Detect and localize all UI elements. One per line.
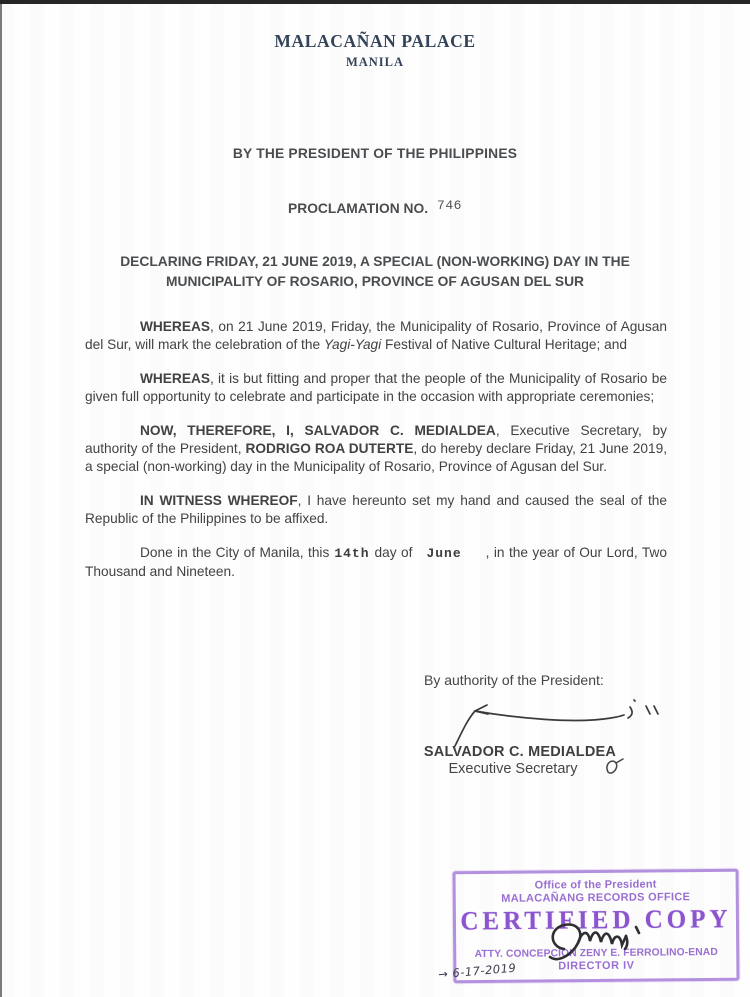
stamp-attorney-name: ATTY. CONCEPCION ZENY E. FERROLINO-ENAD	[474, 946, 718, 961]
whereas-1-keyword: WHEREAS	[140, 319, 210, 334]
document-body	[85, 318, 667, 597]
signatory-title: Executive Secretary	[448, 761, 578, 777]
proclamation-label: PROCLAMATION NO.	[288, 201, 429, 216]
president-name: RODRIGO ROA DUTERTE	[245, 441, 414, 456]
paragraph-whereas-1	[85, 318, 667, 354]
festival-name: Yagi-Yagi	[323, 337, 382, 352]
whereas-1-tail: Festival of Native Cultural Heritage; and	[381, 337, 627, 352]
stamp-director-title: DIRECTOR IV	[558, 959, 635, 973]
done-text-2: day of	[374, 545, 413, 560]
witness-text: , I have hereunto set my hand and caused the seal of the Republic of the Philippines to be affixed.	[85, 493, 667, 526]
paragraph-now-therefore	[85, 422, 667, 476]
letterhead-palace: MALACAÑAN PALACE	[274, 31, 476, 51]
signatory-name: SALVADOR C. MEDIALDEA	[423, 744, 617, 760]
letterhead-city: MANILA	[345, 55, 405, 69]
witness-keyword: IN WITNESS WHEREOF	[140, 493, 298, 508]
typed-day-value: 14th	[334, 546, 370, 561]
paragraph-witness	[85, 492, 667, 528]
stamp-office-line: Office of the President	[534, 878, 657, 892]
authority-heading: BY THE PRESIDENT OF THE PHILIPPINES	[232, 146, 518, 161]
document-title-line2: MUNICIPALITY OF ROSARIO, PROVINCE OF AGUSAN DEL SUR	[165, 273, 585, 289]
now-therefore-keyword: NOW, THEREFORE, I, SALVADOR C. MEDIALDEA	[140, 423, 496, 438]
whereas-1-text: , on 21 June 2019, Friday, the Municipality of Rosario, Province of Agusan del Sur, will mark the celebration of the	[85, 319, 667, 352]
stamp-records-office-line: MALACAÑANG RECORDS OFFICE	[501, 891, 691, 905]
whereas-2-text: , it is but fitting and proper that the people of the Municipality of Rosario be given full opportunity to celebrate and participate in the occasion with appropriate ceremonies;	[85, 371, 667, 404]
now-therefore-tail: , do hereby declare Friday, 21 June 2019, a special (non-working) day in the Municipality of Rosario, Province of Agusan del Sur.	[85, 441, 668, 474]
paragraph-done	[85, 544, 667, 581]
document-title-line1: DECLARING FRIDAY, 21 JUNE 2019, A SPECIAL (NON-WORKING) DAY IN THE	[120, 254, 630, 269]
scan-edge-top	[0, 0, 750, 4]
stamp-signature-scrawl	[534, 917, 654, 969]
paragraph-whereas-2	[85, 370, 667, 406]
whereas-2-keyword: WHEREAS	[140, 371, 210, 386]
handwritten-date: → 6-17-2019	[437, 960, 517, 982]
pen-mark	[600, 756, 626, 780]
proclamation-heading	[0, 198, 750, 217]
done-text: Done in the City of Manila, this	[140, 545, 330, 560]
now-therefore-text: , Executive Secretary, by authority of the President,	[85, 423, 667, 456]
by-authority-line: By authority of the President:	[424, 672, 604, 688]
stamp-certified-copy-text: CERTIFIED COPY	[460, 905, 732, 936]
typed-month-value: June	[426, 546, 462, 561]
document-title	[70, 252, 680, 291]
done-text-3: , in the year of Our Lord, Two Thousand and Nineteen.	[85, 545, 667, 579]
proclamation-number: 746	[437, 198, 462, 213]
